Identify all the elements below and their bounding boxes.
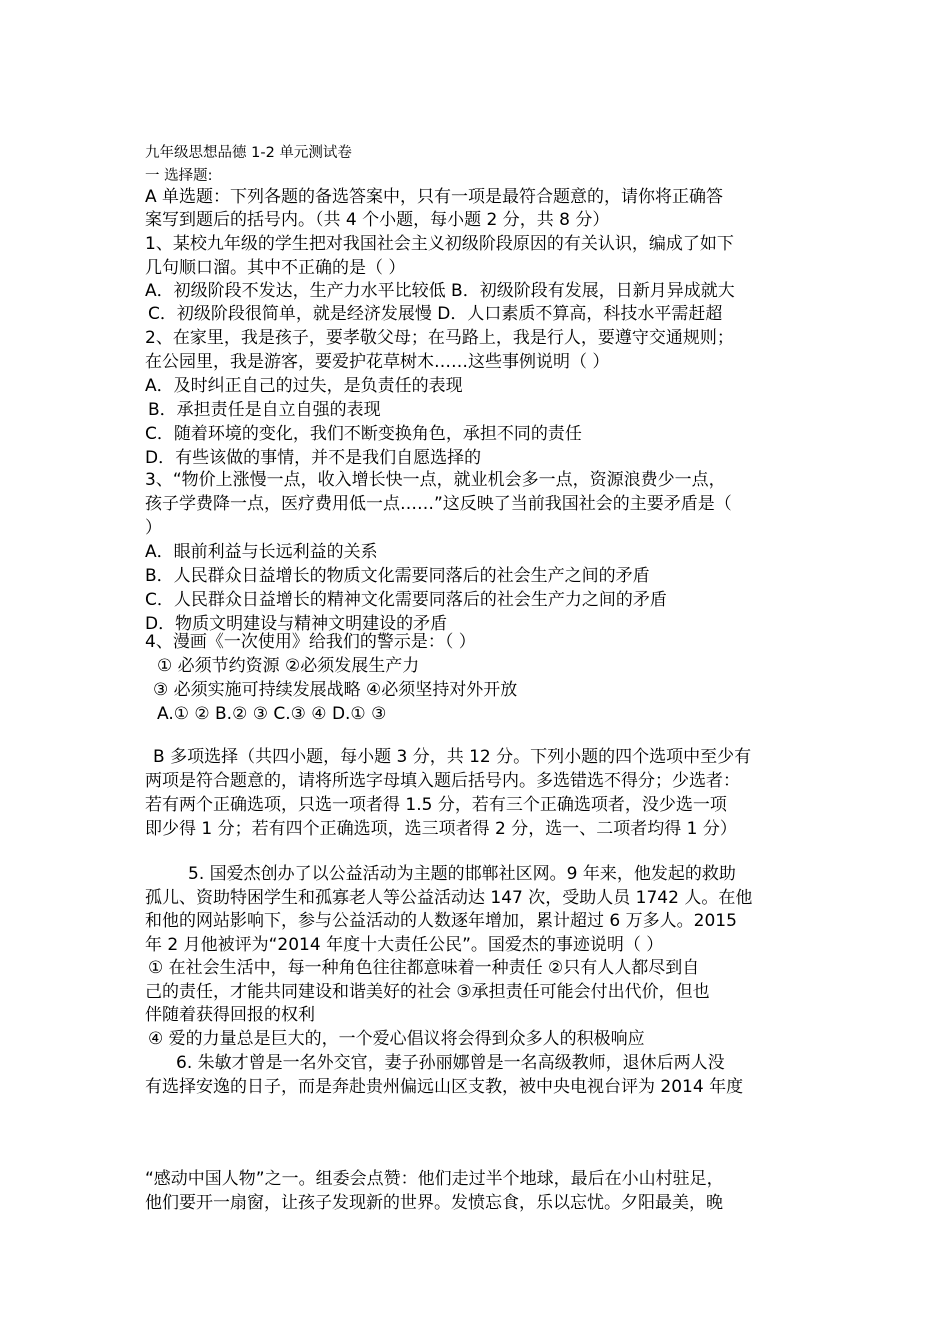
- q2-stem-line: 在公园里，我是游客，要爱护花草树木……这些事例说明（ ）: [145, 352, 610, 372]
- q5-stem-line: 年 2 月他被评为“2014 年度十大责任公民”。国爱杰的事迹说明（ ）: [145, 934, 664, 955]
- part-a-block: [145, 186, 817, 326]
- part-b-intro-line: 即少得 1 分；若有四个正确选项，选三项者得 2 分，选一、二项者均得 1 分）: [145, 819, 737, 839]
- q5-item-line: 伴随着获得回报的权利: [145, 1005, 315, 1025]
- q5-stem-line: 孤儿、资助特困学生和孤寡老人等公益活动达 147 次，受助人员 1742 人。在他: [145, 887, 753, 908]
- q3-option-b: B．人民群众日益增长的物质文化需要同落后的社会生产之间的矛盾: [145, 566, 650, 586]
- q3-option-d: D．物质文明建设与精神文明建设的矛盾: [145, 614, 448, 634]
- q3-option-a: A．眼前利益与长远利益的关系: [145, 542, 378, 562]
- q4-stem: 4、漫画《一次使用》给我们的警示是：（ ）: [145, 632, 476, 652]
- part-b-intro-line: B 多项选择（共四小题，每小题 3 分，共 12 分。下列小题的四个选项中至少有: [153, 747, 752, 767]
- q5-block: [145, 863, 817, 1051]
- q3-stem-line: ）: [145, 518, 162, 538]
- part-b-intro-line: 若有两个正确选项，只选一项者得 1.5 分，若有三个正确选项者，没少选一项: [145, 795, 727, 815]
- q6-block: [145, 1051, 817, 1099]
- q3-stem-line: 孩子学费降一点，医疗费用低一点……”这反映了当前我国社会的主要矛盾是（: [145, 494, 732, 514]
- q4-item-line: ① 必须节约资源 ②必须发展生产力: [157, 656, 420, 676]
- section-heading: 一 选择题:: [145, 168, 213, 184]
- q2-option-c: C．随着环境的变化，我们不断变换角色，承担不同的责任: [145, 424, 582, 444]
- q4-block: [145, 630, 817, 726]
- q5-item-line: ④ 爱的力量总是巨大的，一个爱心倡议将会得到众多人的积极响应: [148, 1028, 645, 1049]
- q1-stem-line: 几句顺口溜。其中不正确的是（ ）: [145, 258, 406, 278]
- q1-stem-line: 1、某校九年级的学生把对我国社会主义初级阶段原因的有关认识，编成了如下: [145, 234, 734, 254]
- q4-item-line: ③ 必须实施可持续发展战略 ④必须坚持对外开放: [153, 680, 518, 700]
- q2-option-b: B．承担责任是自立自强的表现: [148, 400, 381, 420]
- q1-option-line: A．初级阶段不发达，生产力水平比较低 B．初级阶段有发展，日新月异成就大: [145, 281, 735, 301]
- q5-stem-line: 和他的网站影响下，参与公益活动的人数逐年增加，累计超过 6 万多人。2015: [145, 911, 737, 931]
- q4-choices: A.① ② B.② ③ C.③ ④ D.① ③: [157, 704, 387, 724]
- header-block: [145, 142, 817, 188]
- q6-continued-line: “感动中国人物”之一。组委会点赞：他们走过半个地球，最后在小山村驻足，: [145, 1169, 724, 1189]
- q6-stem-line: 6. 朱敏才曾是一名外交官，妻子孙丽娜曾是一名高级教师，退休后两人没: [176, 1053, 725, 1073]
- q2-stem-line: 2、在家里，我是孩子，要孝敬父母；在马路上，我是行人，要遵守交通规则；: [145, 328, 734, 348]
- q5-stem-line: 5. 国爱杰创办了以公益活动为主题的邯郸社区网。9 年来，他发起的救助: [188, 864, 736, 884]
- q1-option-line: C．初级阶段很简单，就是经济发展慢 D．人口素质不算高，科技水平需赶超: [148, 304, 723, 324]
- q2-option-a: A．及时纠正自己的过失，是负责任的表现: [145, 376, 463, 396]
- q6-continued-line: 他们要开一扇窗，让孩子发现新的世界。发愤忘食，乐以忘忧。夕阳最美，晚: [145, 1193, 723, 1213]
- q2-block: [145, 326, 817, 470]
- exam-title: 九年级思想品德 1-2 单元测试卷: [145, 145, 352, 161]
- part-b-block: [145, 745, 817, 841]
- q3-option-c: C．人民群众日益增长的精神文化需要同落后的社会生产力之间的矛盾: [145, 590, 667, 610]
- part-a-intro-line: 案写到题后的括号内。（共 4 个小题，每小题 2 分，共 8 分）: [145, 210, 610, 230]
- q2-option-d: D．有些该做的事情，并不是我们自愿选择的: [145, 448, 482, 468]
- part-a-intro-line: A 单选题：下列各题的备选答案中，只有一项是最符合题意的，请你将正确答: [145, 187, 724, 207]
- q6-continued-block: [145, 1167, 817, 1215]
- q5-item-line: ① 在社会生活中，每一种角色往往都意味着一种责任 ②只有人人都尽到自: [148, 958, 700, 978]
- q5-item-line: 己的责任，才能共同建设和谐美好的社会 ③承担责任可能会付出代价，但也: [145, 981, 710, 1002]
- q3-stem-line: 3、“物价上涨慢一点，收入增长快一点，就业机会多一点，资源浪费少一点，: [145, 470, 726, 490]
- part-b-intro-line: 两项是符合题意的，请将所选字母填入题后括号内。多选错选不得分；少选者：: [145, 771, 740, 791]
- q6-stem-line: 有选择安逸的日子，而是奔赴贵州偏远山区支教，被中央电视台评为 2014 年度: [145, 1077, 744, 1097]
- q3-block: [145, 468, 817, 636]
